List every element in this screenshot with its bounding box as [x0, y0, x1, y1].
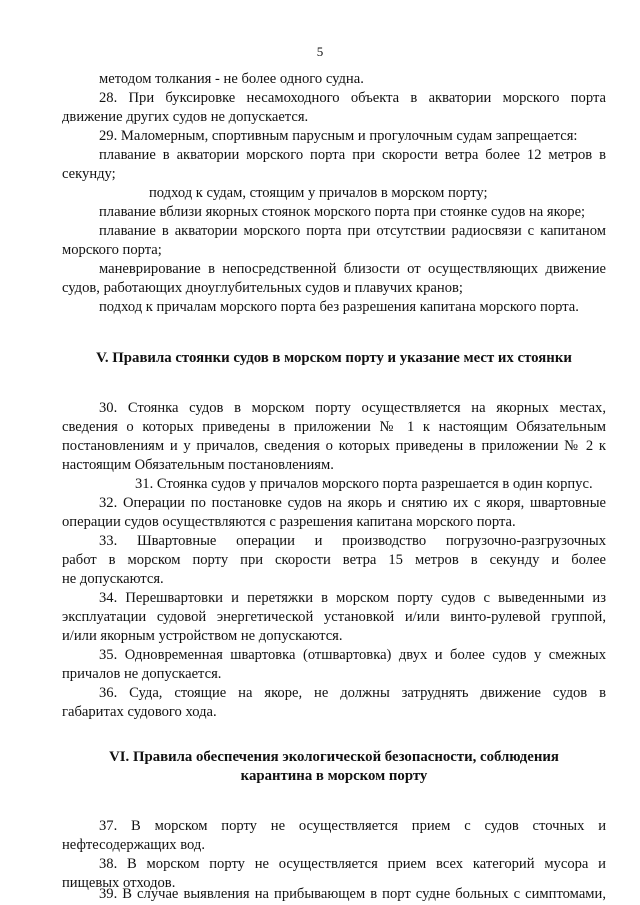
paragraph-33-line1: 33. Швартовные операции и производство погрузочно-разгрузочных — [99, 533, 606, 549]
list-item-5-line2: судов, работающих дноуглубительных судов и плавучих кранов; — [62, 280, 463, 296]
page-number: 5 — [316, 44, 324, 59]
paragraph-30-line1: 30. Стоянка судов в морском порту осуществляется на якорных местах, — [99, 400, 606, 416]
paragraph-39: 39. В случае выявления на прибывающем в порт судне больных с симптомами, — [99, 886, 606, 902]
paragraph-37-line2: нефтесодержащих вод. — [62, 837, 205, 853]
paragraph-35-line2: причалов не допускается. — [62, 666, 222, 682]
paragraph-30-line2: сведения о которых приведены в приложении № 1 к настоящим Обязательным — [62, 419, 606, 435]
paragraph-34-line3: и/или якорным устройством не допускаются. — [62, 628, 343, 644]
list-item-1-line2: секунду; — [62, 166, 116, 182]
list-item-1-line1: плавание в акватории морского порта при скорости ветра более 12 метров в — [99, 147, 606, 163]
paragraph-31: 31. Стоянка судов у причалов морского порта разрешается в один корпус. — [135, 476, 593, 492]
list-item-2: подход к судам, стоящим у причалов в морском порту; — [149, 185, 488, 201]
paragraph-33-line2: работ в морском порту при скорости ветра 15 метров в секунду и более — [62, 552, 606, 568]
paragraph-32-line2: операции судов осуществляются с разрешения капитана морского порта. — [62, 514, 516, 530]
section-6-heading-line1: VI. Правила обеспечения экологической безопасности, соблюдения — [109, 749, 559, 765]
list-item-4-line1: плавание в акватории морского порта при отсутствии радиосвязи с капитаном — [99, 223, 606, 239]
list-item-4-line2: морского порта; — [62, 242, 162, 258]
paragraph-33-line3: не допускаются. — [62, 571, 164, 587]
paragraph-30-line3: постановлениям и у причалов, сведения о которых приведены в приложении № 2 к — [62, 438, 606, 454]
paragraph-28-line1: 28. При буксировке несамоходного объекта в акватории морского порта — [99, 90, 606, 106]
paragraph-29: 29. Маломерным, спортивным парусным и прогулочным судам запрещается: — [99, 128, 578, 144]
paragraph-38-line1: 38. В морском порту не осуществляется прием всех категорий мусора и — [99, 856, 606, 872]
paragraph-37-line1: 37. В морском порту не осуществляется прием с судов сточных и — [99, 818, 606, 834]
paragraph-28-line2: движение других судов не допускается. — [62, 109, 309, 125]
paragraph-36-line2: габаритах судового хода. — [62, 704, 217, 720]
paragraph-32-line1: 32. Операции по постановке судов на якорь и снятию их с якоря, швартовные — [99, 495, 606, 511]
paragraph-36-line1: 36. Суда, стоящие на якоре, не должны затруднять движение судов в — [99, 685, 606, 701]
paragraph-34-line2: эксплуатации судовой энергетической установкой и/или винто-рулевой группой, — [62, 609, 606, 625]
paragraph-35-line1: 35. Одновременная швартовка (отшвартовка) двух и более судов у смежных — [99, 647, 606, 663]
list-item-3: плавание вблизи якорных стоянок морского порта при стоянке судов на якоре; — [99, 204, 586, 220]
text-line: методом толкания - не более одного судна. — [99, 71, 364, 87]
paragraph-30-line4: настоящим Обязательным постановлениям. — [62, 457, 334, 473]
section-5-heading: V. Правила стоянки судов в морском порту и указание мест их стоянки — [96, 350, 572, 366]
paragraph-34-line1: 34. Перешвартовки и перетяжки в морском порту судов с выведенными из — [99, 590, 606, 606]
section-6-heading-line2: карантина в морском порту — [240, 768, 428, 784]
list-item-6: подход к причалам морского порта без разрешения капитана морского порта. — [99, 299, 579, 315]
list-item-5-line1: маневрирование в непосредственной близости от осуществляющих движение — [99, 261, 606, 277]
paragraph-38-line2: пищевых отходов. — [62, 875, 176, 891]
